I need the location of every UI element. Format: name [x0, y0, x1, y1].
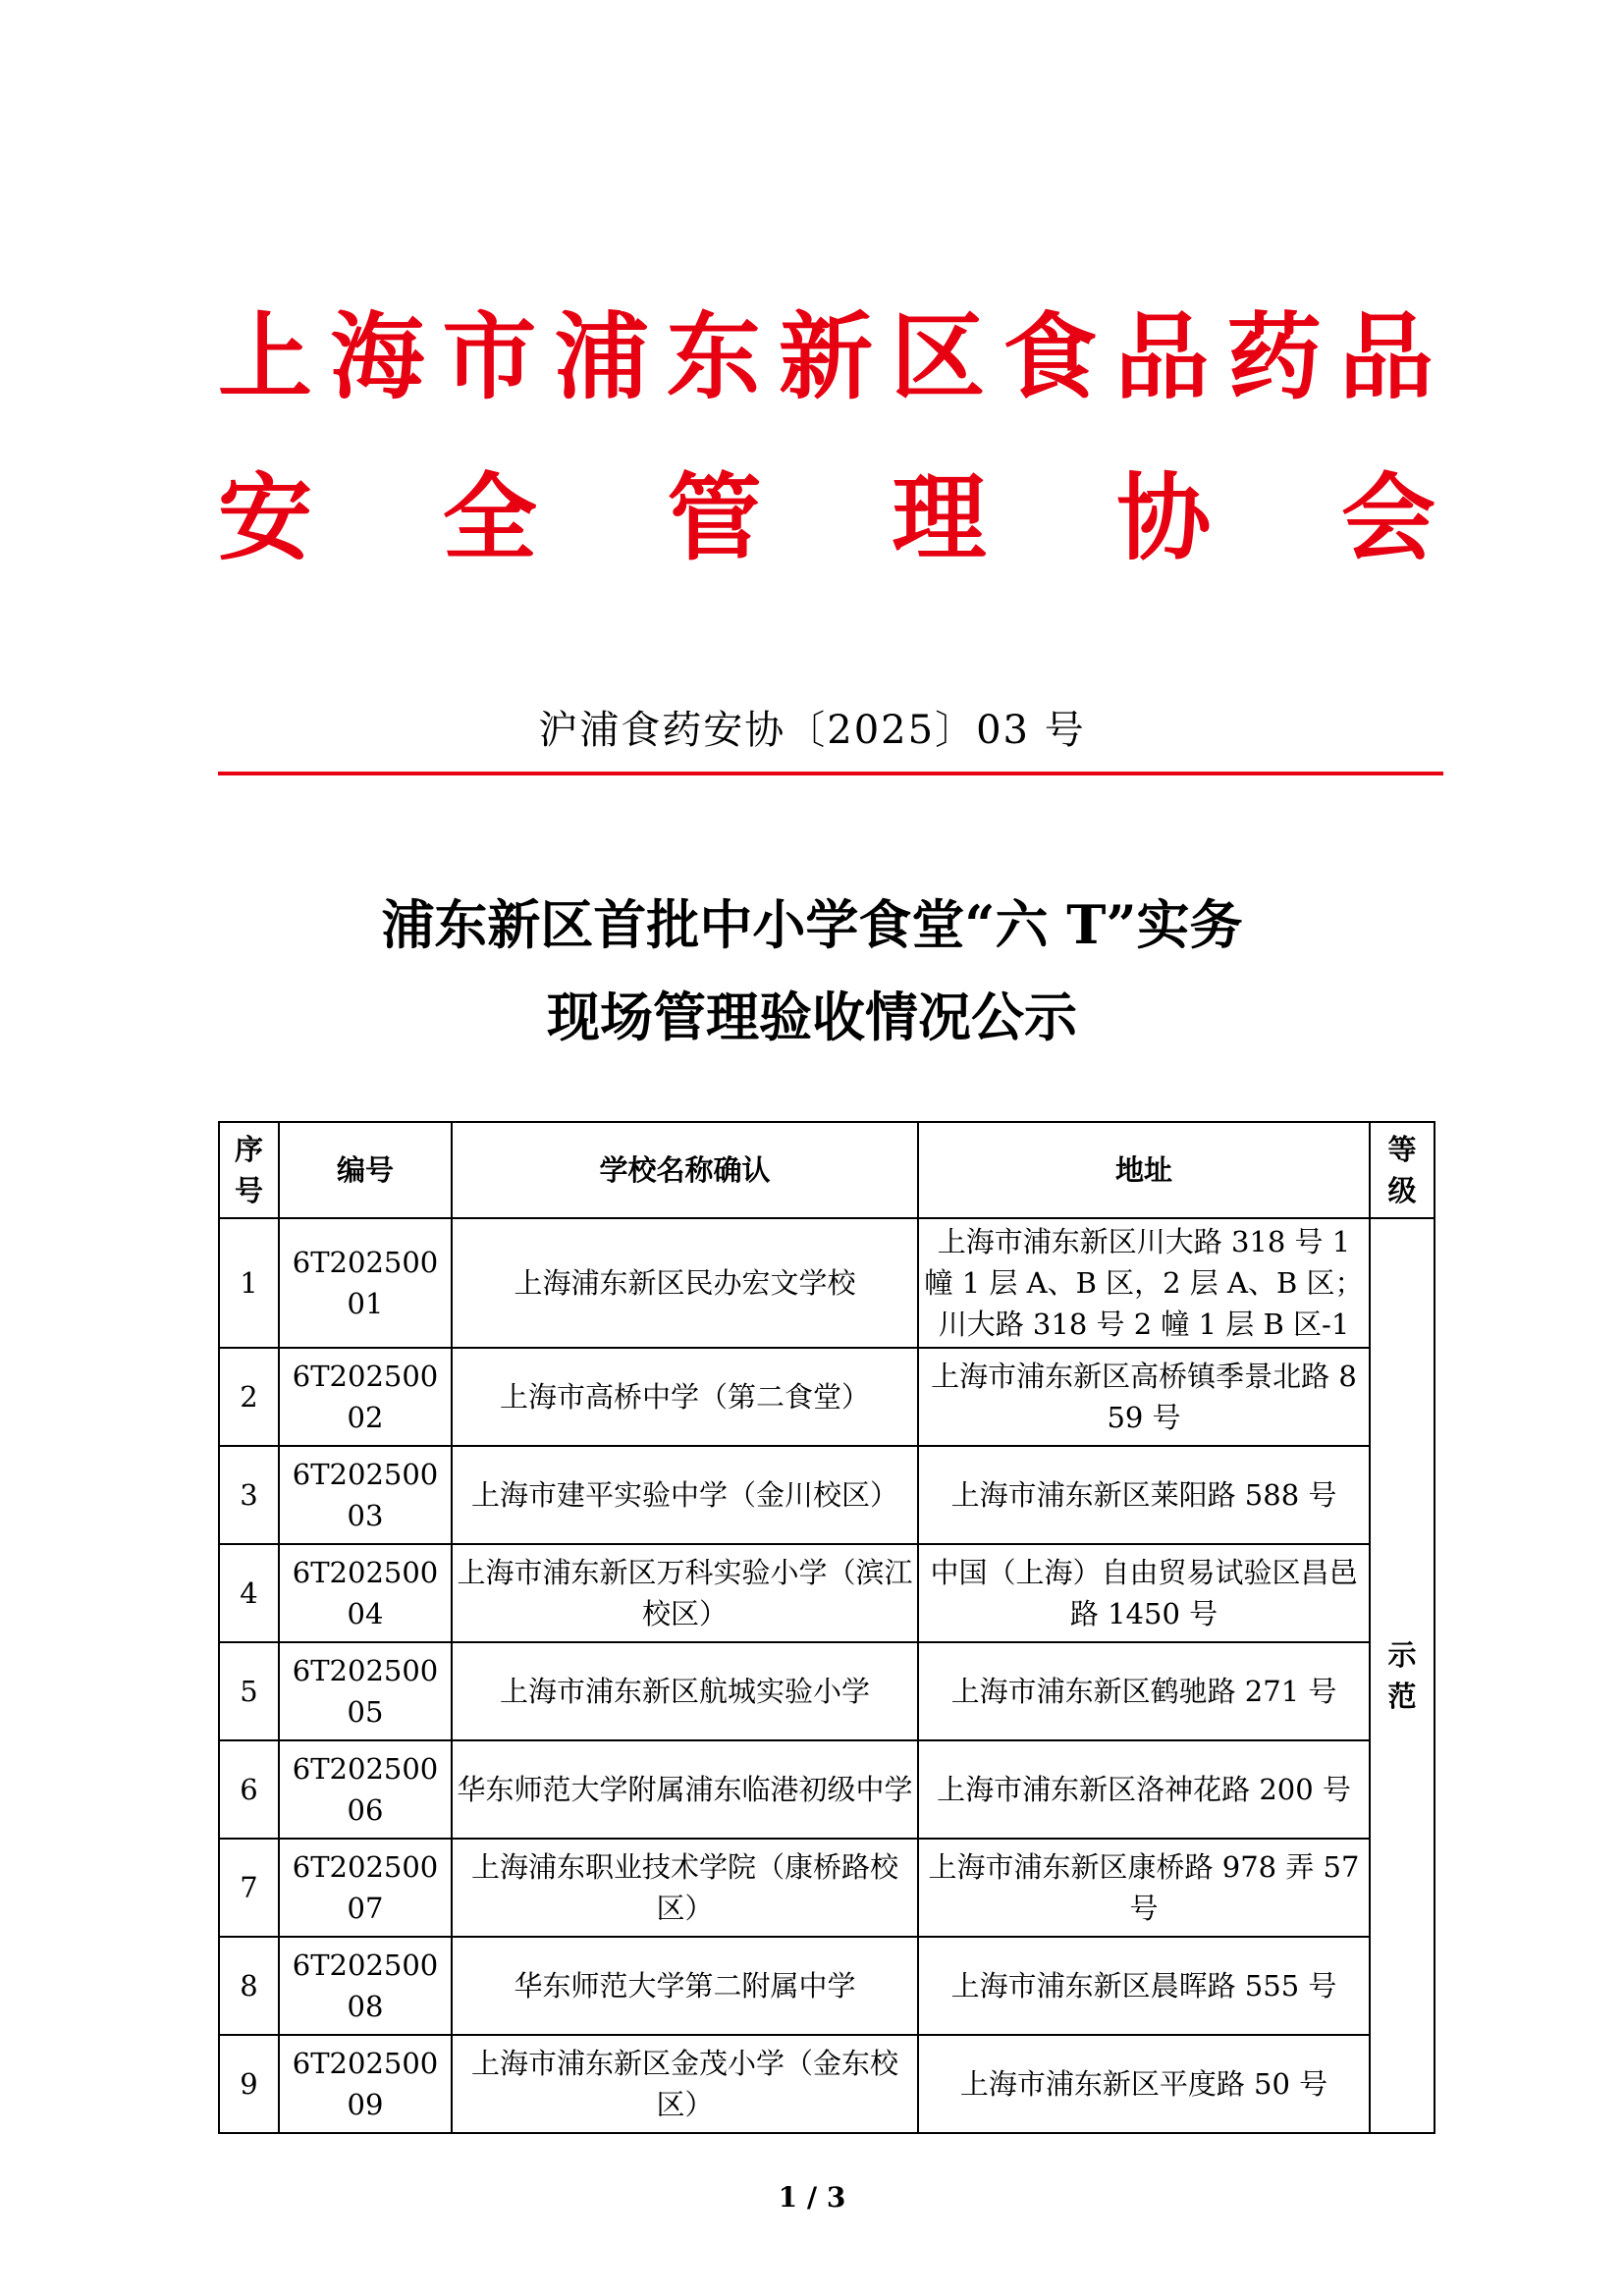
row-school: 上海市浦东新区万科实验小学（滨江校区）: [452, 1544, 918, 1642]
row-code: 6T20250007: [279, 1839, 452, 1937]
row-school: 上海市浦东新区航城实验小学: [452, 1642, 918, 1740]
row-code: 6T20250008: [279, 1937, 452, 2035]
row-code: 6T20250003: [279, 1446, 452, 1544]
row-index: 1: [219, 1218, 279, 1348]
row-code: 6T20250005: [279, 1642, 452, 1740]
table-header-row: [219, 1122, 1435, 1218]
table-row: [219, 1642, 1435, 1740]
row-address: 上海市浦东新区晨晖路 555 号: [918, 1937, 1370, 2035]
table-row: [219, 2035, 1435, 2133]
row-code: 6T20250002: [279, 1348, 452, 1446]
row-code: 6T20250006: [279, 1740, 452, 1839]
page-number: 1 / 3: [778, 2181, 846, 2214]
row-address: 中国（上海）自由贸易试验区昌邑路 1450 号: [918, 1544, 1370, 1642]
table-row: [219, 1937, 1435, 2035]
row-index: 4: [219, 1544, 279, 1642]
row-index: 5: [219, 1642, 279, 1740]
issuer-name-line-2: 安 全 管 理 协 会: [218, 462, 1435, 573]
row-code: 6T20250004: [279, 1544, 452, 1642]
document-number: 沪浦食药安协〔2025〕03 号: [538, 708, 1086, 753]
row-code: 6T20250001: [279, 1218, 452, 1348]
table-row: [219, 1544, 1435, 1642]
table-row: [219, 1218, 1435, 1348]
table-row: [219, 1740, 1435, 1839]
header-index: 序号: [219, 1122, 279, 1218]
table-row: [219, 1446, 1435, 1544]
header-code: 编号: [279, 1122, 452, 1218]
row-school: 上海市高桥中学（第二食堂）: [452, 1348, 918, 1446]
document-title-line-2: 现场管理验收情况公示: [547, 986, 1077, 1048]
row-school: 华东师范大学第二附属中学: [452, 1937, 918, 2035]
header-school: 学校名称确认: [452, 1122, 918, 1218]
row-address: 上海市浦东新区洛神花路 200 号: [918, 1740, 1370, 1839]
document-title-line-1: 浦东新区首批中小学食堂“六 T”实务: [381, 893, 1243, 956]
row-address: 上海市浦东新区康桥路 978 弄 57 号: [918, 1839, 1370, 1937]
row-address: 上海市浦东新区川大路 318 号 1 幢 1 层 A、B 区，2 层 A、B 区；川大路 318 号 2 幢 1 层 B 区-1: [918, 1218, 1370, 1348]
row-school: 上海浦东职业技术学院（康桥路校区）: [452, 1839, 918, 1937]
row-address: 上海市浦东新区莱阳路 588 号: [918, 1446, 1370, 1544]
header-grade: 等级: [1370, 1122, 1435, 1218]
row-index: 7: [219, 1839, 279, 1937]
row-address: 上海市浦东新区鹤驰路 271 号: [918, 1642, 1370, 1740]
row-index: 2: [219, 1348, 279, 1446]
row-index: 9: [219, 2035, 279, 2133]
row-school: 上海市建平实验中学（金川校区）: [452, 1446, 918, 1544]
row-school: 上海市浦东新区金茂小学（金东校区）: [452, 2035, 918, 2133]
grade-cell: 示范: [1370, 1218, 1435, 2133]
row-address: 上海市浦东新区高桥镇季景北路 859 号: [918, 1348, 1370, 1446]
header-address: 地址: [918, 1122, 1370, 1218]
row-school: 上海浦东新区民办宏文学校: [452, 1218, 918, 1348]
row-index: 8: [219, 1937, 279, 2035]
acceptance-table: [218, 1121, 1435, 2134]
row-address: 上海市浦东新区平度路 50 号: [918, 2035, 1370, 2133]
red-divider-line: [218, 772, 1443, 775]
issuer-name-line-1: 上海市浦东新区食品药品: [218, 301, 1435, 412]
table-row: [219, 1348, 1435, 1446]
row-code: 6T20250009: [279, 2035, 452, 2133]
row-index: 6: [219, 1740, 279, 1839]
row-school: 华东师范大学附属浦东临港初级中学: [452, 1740, 918, 1839]
row-index: 3: [219, 1446, 279, 1544]
table-row: [219, 1839, 1435, 1937]
